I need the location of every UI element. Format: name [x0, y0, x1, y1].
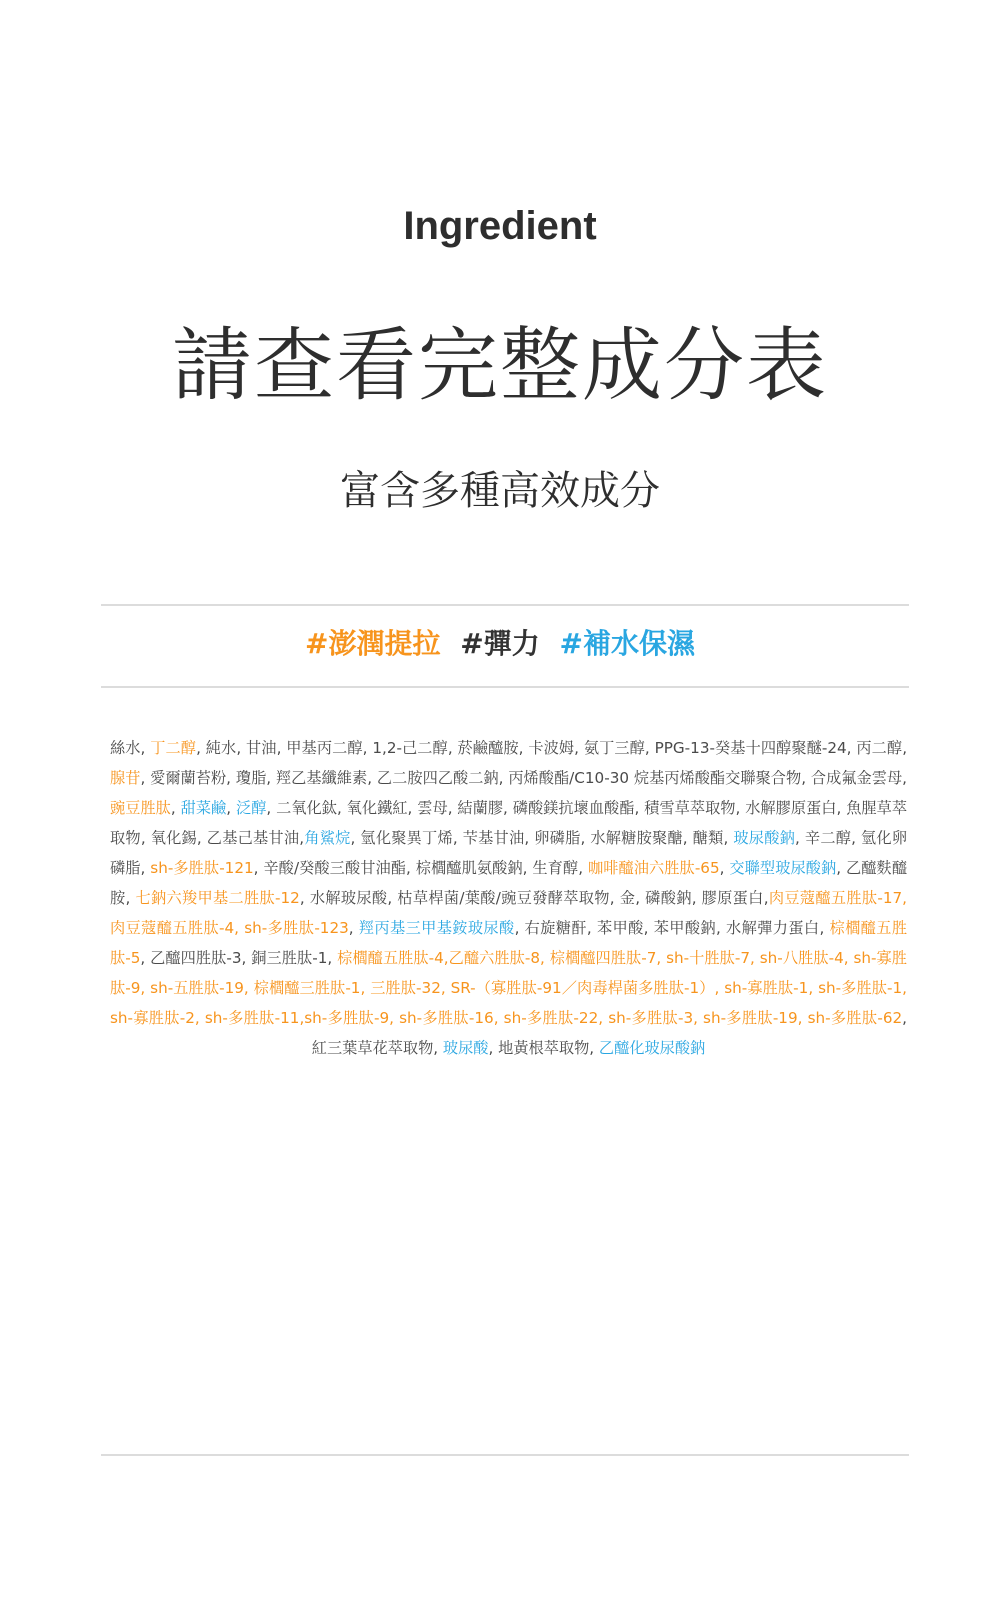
- highlighted-ingredient: 玻尿酸鈉: [733, 829, 796, 847]
- ingredient-text: , 乙醯麩醯胺,: [110, 859, 908, 907]
- highlighted-ingredient: 棕櫚醯五胜肽-5: [110, 919, 908, 967]
- highlighted-ingredient: 乙醯化玻尿酸鈉: [598, 1039, 706, 1057]
- ingredient-text: , 純水, 甘油, 甲基丙二醇, 1,2-己二醇, 菸鹼醯胺, 卡波姆, 氨丁三醇, PPG-13-癸基十四醇聚醚-24, 丙二醇,: [196, 739, 908, 757]
- ingredient-text: , 右旋糖酐, 苯甲酸, 苯甲酸鈉, 水解彈力蛋白,: [514, 919, 830, 937]
- ingredient-text: , 辛二醇, 氫化卵磷脂,: [110, 829, 908, 877]
- ingredient-text: ,: [226, 799, 236, 817]
- page-subtitle: 富含多種高效成分: [340, 468, 660, 514]
- highlighted-ingredient: 棕櫚醯五胜肽-4,乙醯六胜肽-8, 棕櫚醯四胜肽-7, sh-十胜肽-7, sh-八胜肽-4, sh-寡胜肽-9, sh-五胜肽-19, 棕櫚醯三胜肽-1, 三胜肽-32, SR-（寡胜肽-91／肉毒桿菌多胜肽-1）, sh-寡胜肽-1, sh-多胜肽-1, sh-寡胜肽-2, sh-多胜肽-11,sh-多胜肽-9, sh-多胜肽-16, sh-多胜肽-22, sh-多胜肽-3, sh-多胜肽-19, sh-多胜肽-62: [110, 949, 907, 1027]
- highlighted-ingredient: 腺苷: [110, 769, 141, 787]
- highlighted-ingredient: 玻尿酸: [442, 1039, 489, 1057]
- divider-middle: [101, 686, 909, 688]
- highlighted-ingredient: 泛醇: [235, 799, 267, 817]
- highlighted-ingredient: 羥丙基三甲基銨玻尿酸: [358, 919, 515, 937]
- ingredient-text: ,: [170, 799, 181, 817]
- highlighted-ingredient: 肉豆蔻醯五胜肽-17, 肉豆蔻醯五胜肽-4, sh-多胜肽-123: [110, 889, 908, 937]
- ingredient-text: , 氫化聚異丁烯, 芐基甘油, 卵磷脂, 水解糖胺聚醣, 醣類,: [350, 829, 734, 847]
- ingredient-text: , 乙醯四胜肽-3, 銅三胜肽-1,: [140, 949, 338, 967]
- ingredient-text: , 紅三葉草花萃取物,: [311, 1009, 907, 1057]
- ingredient-text: , 水解玻尿酸, 枯草桿菌/葉酸/豌豆發酵萃取物, 金, 磷酸鈉, 膠原蛋白,: [299, 889, 769, 907]
- page-title: 請查看完整成分表: [172, 319, 828, 412]
- ingredient-text: , 二氧化鈦, 氧化鐵紅, 雲母, 結蘭膠, 磷酸鎂抗壞血酸酯, 積雪草萃取物, 水解膠原蛋白, 魚腥草萃取物, 氧化錫, 乙基己基甘油,: [110, 799, 908, 847]
- ingredient-list: [110, 733, 907, 1063]
- divider-bottom: [101, 1454, 909, 1456]
- ingredient-text: 絲水,: [110, 739, 151, 757]
- ingredient-text: , 辛酸/癸酸三酸甘油酯, 棕櫚醯肌氨酸鈉, 生育醇,: [253, 859, 588, 877]
- highlighted-ingredient: 甜菜鹼: [180, 799, 227, 817]
- ingredient-text: , 愛爾蘭苔粉, 瓊脂, 羥乙基纖維素, 乙二胺四乙酸二鈉, 丙烯酸酯/C10-30 烷基丙烯酸酯交聯聚合物, 合成氟金雲母,: [140, 769, 907, 787]
- divider-top: [101, 604, 909, 606]
- highlighted-ingredient: 丁二醇: [150, 739, 197, 757]
- ingredient-text: ,: [348, 919, 359, 937]
- highlighted-ingredient: 角鯊烷: [304, 829, 351, 847]
- highlighted-ingredient: 交聯型玻尿酸鈉: [729, 859, 837, 877]
- tag-elasticity: #彈力: [460, 627, 540, 660]
- ingredient-text: ,: [719, 859, 730, 877]
- highlighted-ingredient: 咖啡醯油六胜肽-65: [587, 859, 720, 877]
- tag-row: [0, 622, 1000, 666]
- tag-lifting: #澎潤提拉: [305, 627, 441, 660]
- highlighted-ingredient: 豌豆胜肽: [110, 799, 171, 817]
- highlighted-ingredient: sh-多胜肽-121: [150, 859, 254, 877]
- tag-hydration: #補水保濕: [559, 627, 695, 660]
- ingredient-text: , 地黃根萃取物,: [488, 1039, 599, 1057]
- section-label: Ingredient: [403, 204, 597, 248]
- highlighted-ingredient: 七鈉六羧甲基二胜肽-12: [135, 889, 300, 907]
